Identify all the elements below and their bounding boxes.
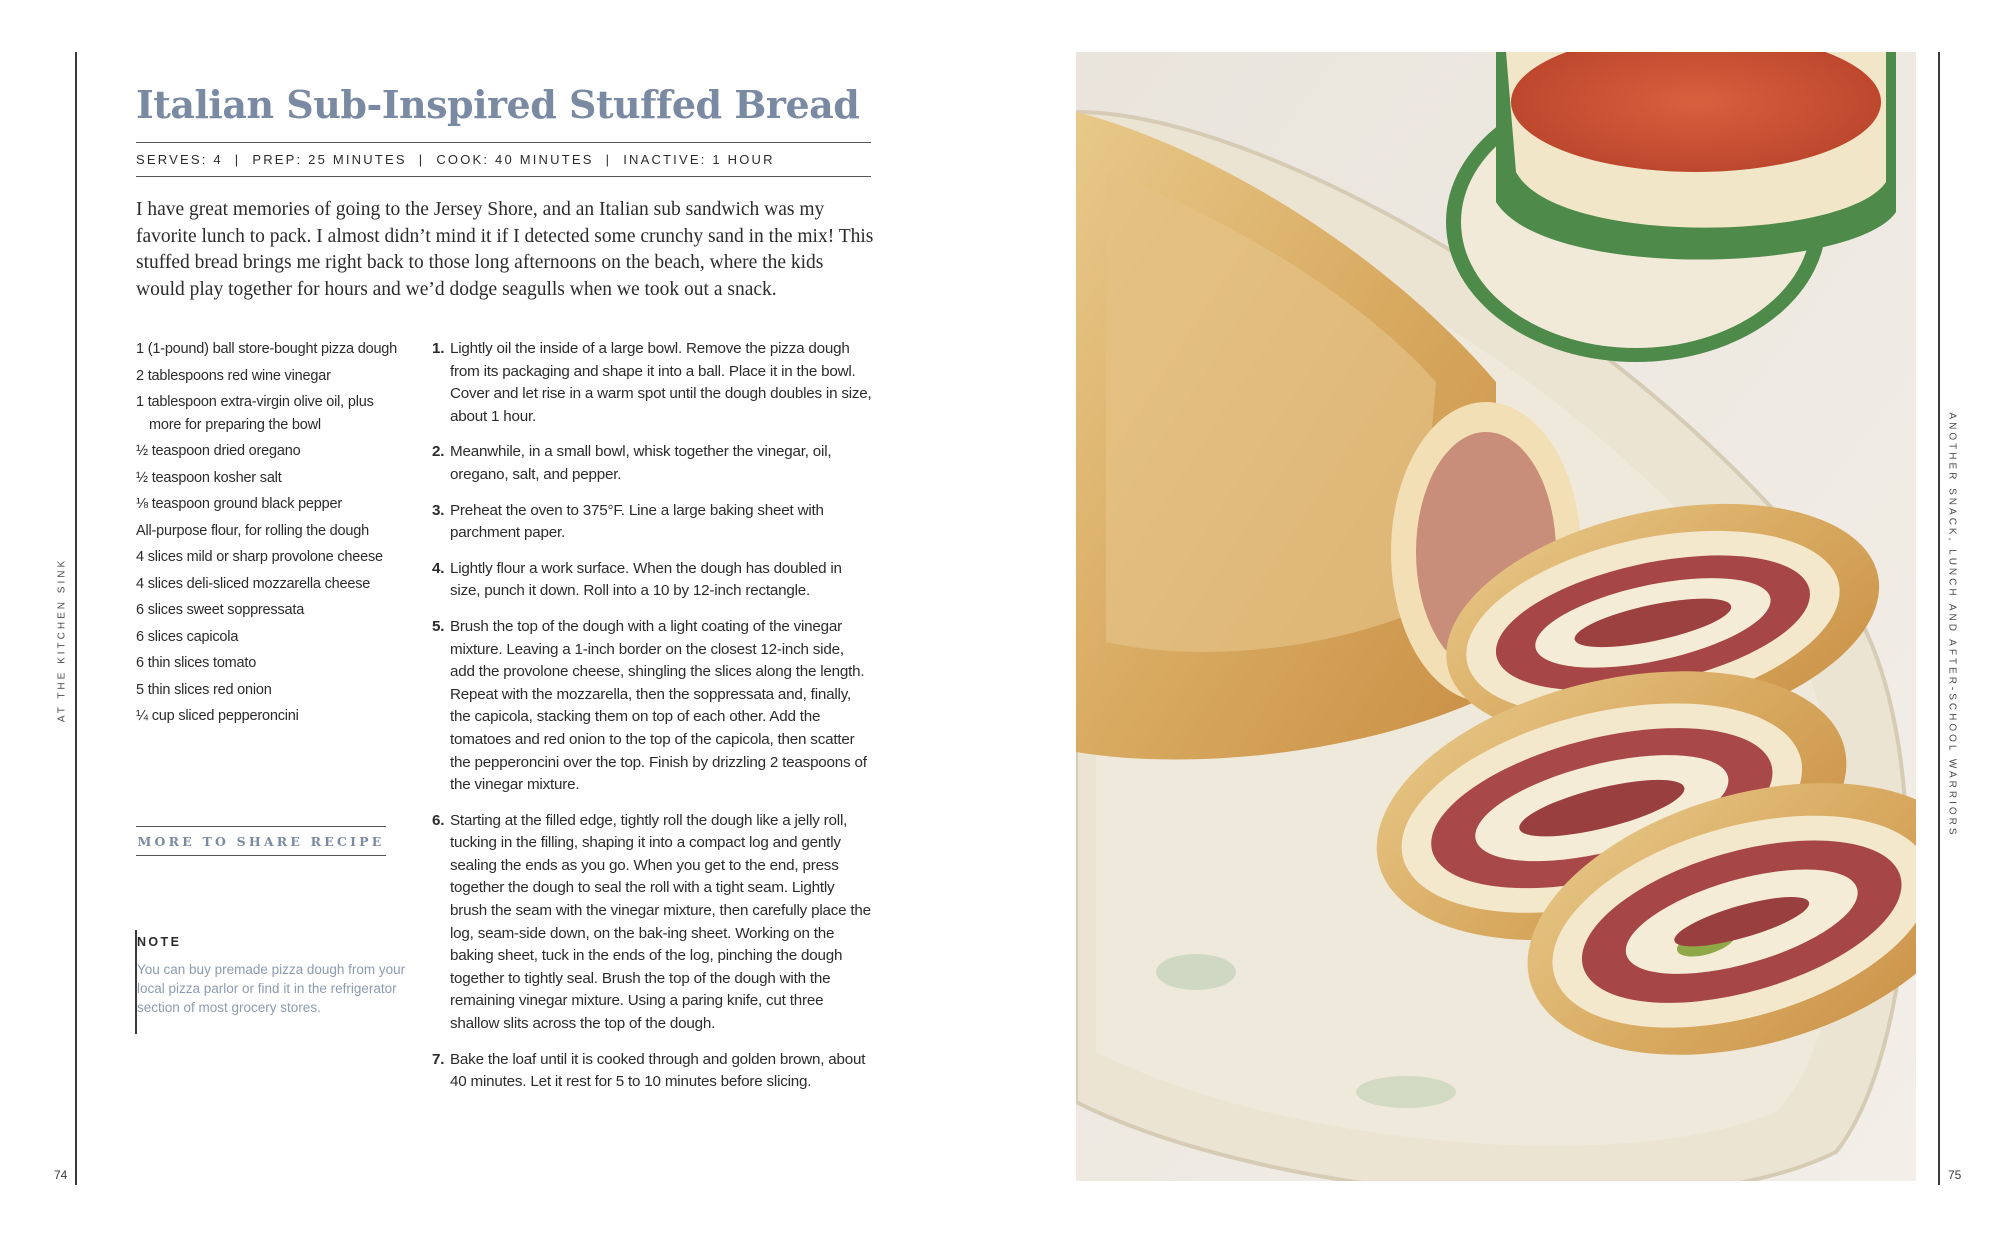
step-number: 1. (432, 340, 445, 357)
page-number-right: 75 (1948, 1168, 1962, 1182)
step-text: Preheat the oven to 375°F. Line a large baking sheet with parchment paper. (450, 501, 824, 542)
step-number: 4. (432, 559, 445, 577)
ingredient-item: 6 thin slices tomato (136, 655, 257, 671)
step-text: Starting at the filled edge, tightly roll the dough like a jelly roll, tucking in the filling, shaping it into a compact log and gently sealing the ends as you go. When you get to the end, press together the dough to seal the roll with a tight seam. Lightly brush the seam with the vinegar mixture, then carefully place the log, seam-side down, on the bak-ing sheet. Working on the baking sheet, tuck in the ends of the log, pinching the dough together to tightly seal. Brush the top of the dough with the remaining vinegar mixture. Using a paring knife, cut three shallow slits across the top of the dough. (450, 811, 871, 1033)
right-margin-rule (1938, 52, 1940, 1185)
right-running-head: ANOTHER SNACK, LUNCH AND AFTER-SCHOOL WARRIORS (1946, 412, 1958, 838)
step-text: Brush the top of the dough with a light coating of the vinegar mixture. Leaving a 1-inch border on the closest 12-inch side, add the provolone cheese, shingling the slices along the length. Repeat with the mozzarella, then the soppressata and, finally, the capicola, stacking them on top of each other. Add the tomatoes and red onion to the top of the capicola, then scatter the pepperoncini over the top. Finish by drizzling 2 teaspoons of the vinegar mixture. (450, 617, 867, 794)
stuffed-bread-illustration (1076, 52, 1916, 1181)
ingredient-item: 4 slices deli-sliced mozzarella cheese (136, 575, 371, 592)
page-number-left: 74 (54, 1168, 68, 1182)
ingredient-item: 1 tablespoon extra-virgin olive oil, plus more for preparing the bowl (136, 394, 374, 433)
meta-rule-bottom (136, 176, 871, 177)
step-item (432, 500, 872, 545)
step-item (432, 616, 872, 797)
step-text: Bake the loaf until it is cooked through and golden brown, about 40 minutes. Let it rest for 5 to 10 minutes before slicing. (450, 1050, 866, 1091)
step-text: Lightly oil the inside of a large bowl. Remove the pizza dough from its packaging and shape it into a ball. Place it in the bowl. Cover and let rise in a warm spot until the dough doubles in size, about 1 hour. (450, 340, 872, 425)
meta-rule-top (136, 142, 871, 143)
ingredient-item: ½ teaspoon kosher salt (136, 469, 282, 486)
note-title: NOTE (137, 935, 182, 949)
ingredient-item: ½ teaspoon dried oregano (136, 443, 301, 459)
inactive-label: INACTIVE: 1 HOUR (623, 152, 775, 167)
step-text: Lightly flour a work surface. When the dough has doubled in size, punch it down. Roll into a 10 by 12-inch rectangle. (450, 559, 842, 600)
step-item (432, 441, 872, 486)
step-number: 2. (432, 443, 445, 461)
note-block (135, 930, 405, 1034)
left-running-head: AT THE KITCHEN SINK (56, 557, 68, 723)
note-text: You can buy premade pizza dough from your local pizza parlor or find it in the refrigerator section of most grocery stores. (137, 962, 406, 1015)
recipe-intro: I have great memories of going to the Jersey Shore, and an Italian sub sandwich was my favorite lunch to pack. I almost didn’t mind it if I detected some crunchy sand in the mix! This stuffed bread brings me right back to those long afternoons on the beach, where the kids would play together for hours and we’d dodge seagulls when we took out a snack. (136, 199, 874, 300)
step-item (432, 1049, 872, 1094)
left-margin-rule (75, 52, 77, 1185)
step-item (432, 810, 872, 1036)
meta-separator: | (418, 152, 425, 167)
meta-separator: | (234, 152, 241, 167)
ingredient-item: 1 (1-pound) ball store-bought pizza dough (136, 341, 398, 357)
more-link-rule-bottom (136, 855, 386, 856)
ingredient-item: 4 slices mild or sharp provolone cheese (136, 549, 383, 565)
ingredient-item: 6 slices capicola (136, 628, 239, 645)
step-number: 5. (432, 617, 445, 635)
ingredient-item: 6 slices sweet soppressata (136, 602, 305, 618)
more-link-rule-top (136, 826, 386, 827)
step-text: Meanwhile, in a small bowl, whisk together the vinegar, oil, oregano, salt, and pepper. (450, 443, 832, 483)
step-item (432, 338, 872, 428)
ingredient-item: ⅛ teaspoon ground black pepper (136, 496, 343, 512)
ingredient-item: 2 tablespoons red wine vinegar (136, 367, 331, 384)
cook-label: COOK: 40 MINUTES (436, 152, 594, 167)
step-item (432, 558, 872, 603)
recipe-meta (136, 152, 871, 167)
step-number: 3. (432, 501, 445, 519)
ingredient-item: 5 thin slices red onion (136, 681, 272, 698)
step-number: 7. (432, 1050, 445, 1068)
meta-separator: | (605, 152, 612, 167)
ingredient-list (136, 338, 401, 732)
prep-label: PREP: 25 MINUTES (252, 152, 407, 167)
stuffed-bread-photo (1076, 52, 1916, 1181)
serves-label: SERVES: 4 (136, 152, 223, 167)
method-steps (432, 338, 872, 1107)
more-to-share-link[interactable]: MORE TO SHARE RECIPE (137, 834, 385, 849)
ingredient-item: ¼ cup sliced pepperoncini (136, 708, 299, 724)
step-number: 6. (432, 811, 445, 829)
ingredient-item: All-purpose flour, for rolling the dough (136, 522, 370, 539)
recipe-title: Italian Sub-Inspired Stuffed Bread (136, 82, 860, 127)
